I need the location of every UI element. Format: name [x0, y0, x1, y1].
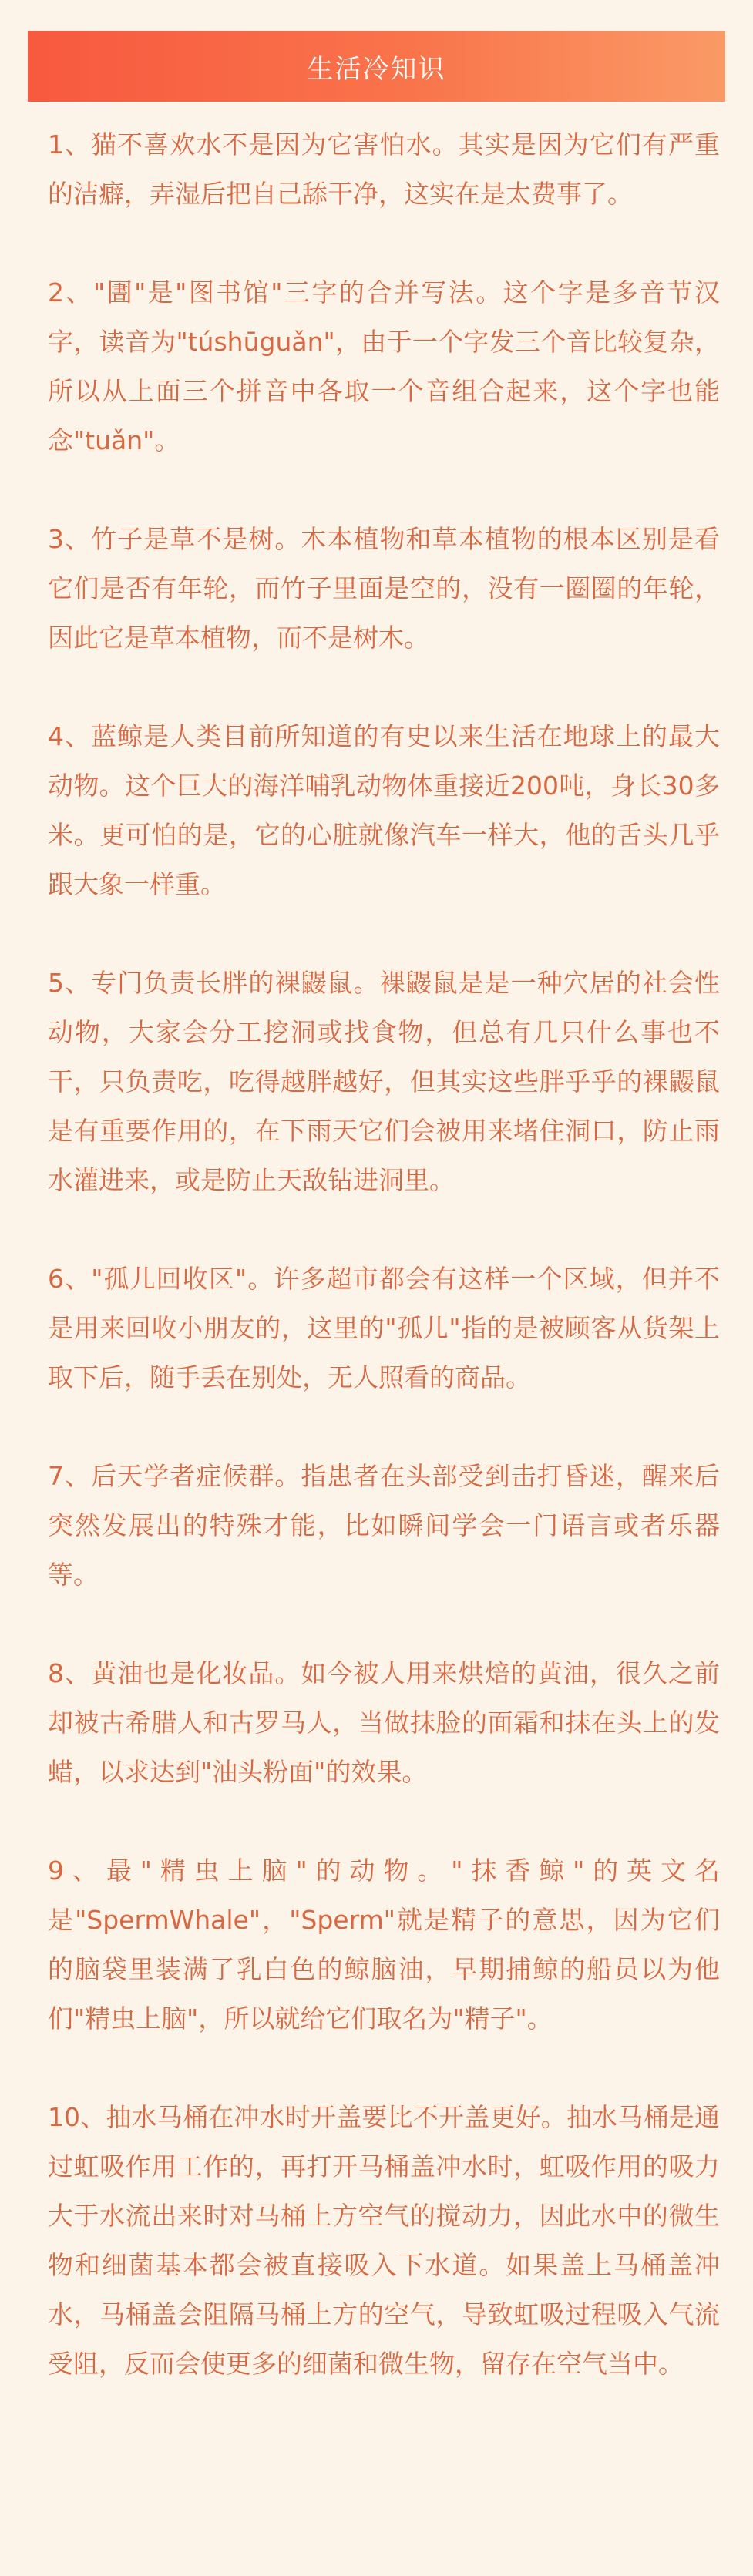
- fact-paragraph-1: 1、猫不喜欢水不是因为它害怕水。其实是因为它们有严重的洁癖，弄湿后把自己舔干净，这实在是太费事了。: [48, 129, 720, 209]
- title-banner: [28, 31, 725, 102]
- fact-paragraph-4: 4、蓝鲸是人类目前所知道的有史以来生活在地球上的最大动物。这个巨大的海洋哺乳动物体重接近200吨，身长30多米。更可怕的是，它的心脏就像汽车一样大，他的舌头几乎跟大象一样重。: [48, 721, 720, 899]
- fact-paragraph-9: 9、最"精虫上脑"的动物。"抹香鲸"的英文名是"SpermWhale"，"Sperm"就是精子的意思，因为它们的脑袋里装满了乳白色的鲸脑油，早期捕鲸的船员以为他们"精虫上脑"，所以就给它们取名为"精子"。: [48, 1856, 720, 2034]
- fact-paragraph-5: 5、专门负责长胖的裸鼹鼠。裸鼹鼠是是一种穴居的社会性动物，大家会分工挖洞或找食物，但总有几只什么事也不干，只负责吃，吃得越胖越好，但其实这些胖乎乎的裸鼹鼠是有重要作用的，在下雨天它们会被用来堵住洞口，防止雨水灌进来，或是防止天敌钻进洞里。: [48, 968, 720, 1195]
- fact-paragraph-2: 2、"圕"是"图书馆"三字的合并写法。这个字是多音节汉字，读音为"túshūguǎn"，由于一个字发三个音比较复杂，所以从上面三个拼音中各取一个音组合起来，这个字也能念"tuǎn"。: [48, 277, 720, 455]
- fact-paragraph-3: 3、竹子是草不是树。木本植物和草本植物的根本区别是看它们是否有年轮，而竹子里面是空的，没有一圈圈的年轮，因此它是草本植物，而不是树木。: [48, 524, 720, 653]
- fact-paragraph-6: 6、"孤儿回收区"。许多超市都会有这样一个区域，但并不是用来回收小朋友的，这里的"孤儿"指的是被顾客从货架上取下后，随手丢在别处，无人照看的商品。: [48, 1264, 720, 1392]
- page-title: 生活冷知识: [307, 53, 446, 85]
- facts-list: [48, 105, 720, 2389]
- fact-paragraph-7: 7、后天学者症候群。指患者在头部受到击打昏迷，醒来后突然发展出的特殊才能，比如瞬间学会一门语言或者乐器等。: [48, 1461, 720, 1590]
- fact-paragraph-8: 8、黄油也是化妆品。如今被人用来烘焙的黄油，很久之前却被古希腊人和古罗马人，当做抹脸的面霜和抹在头上的发蜡，以求达到"油头粉面"的效果。: [48, 1658, 720, 1787]
- fact-paragraph-10: 10、抽水马桶在冲水时开盖要比不开盖更好。抽水马桶是通过虹吸作用工作的，再打开马桶盖冲水时，虹吸作用的吸力大于水流出来时对马桶上方空气的搅动力，因此水中的微生物和细菌基本都会被直接吸入下水道。如果盖上马桶盖冲水，马桶盖会阻隔马桶上方的空气，导致虹吸过程吸入气流受阻，反而会使更多的细菌和微生物，留存在空气当中。: [48, 2102, 720, 2379]
